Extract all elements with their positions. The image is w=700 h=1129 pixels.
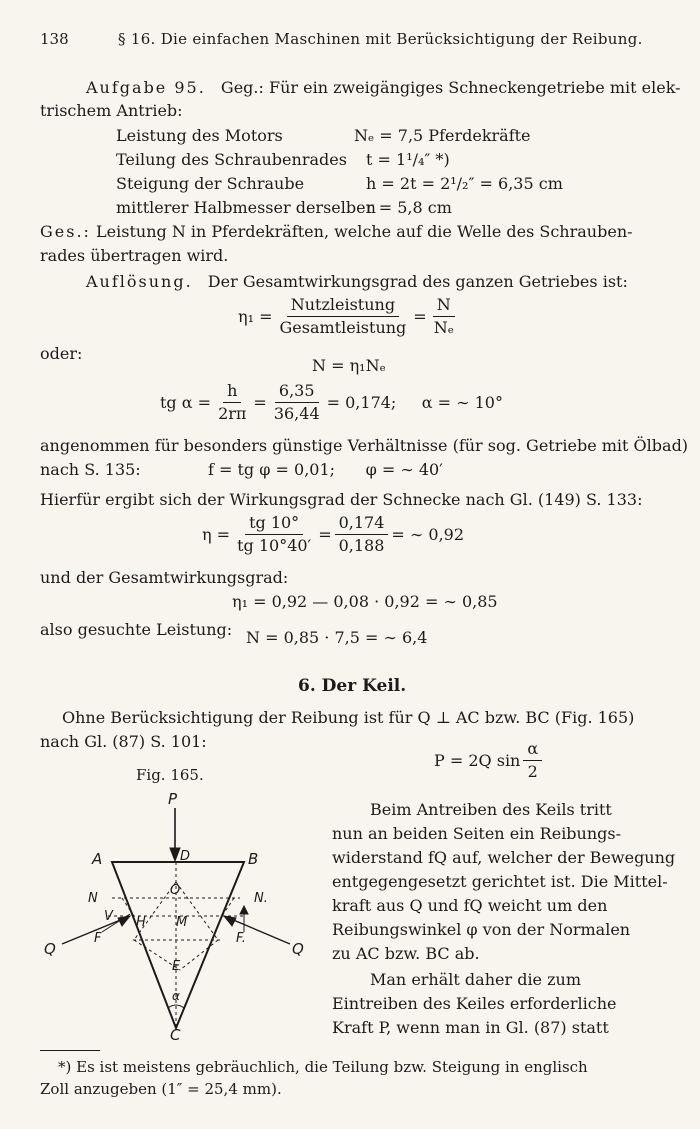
- label-f-right: F.: [236, 931, 246, 946]
- fq-right-arrowhead: [240, 906, 248, 914]
- given-value-motor: Nₑ = 7,5 Pferdekräfte: [354, 126, 531, 145]
- eq5-fraction-1: [233, 514, 315, 555]
- label-h: H: [136, 915, 146, 930]
- eq5-denominator-1: tg 10°40′: [237, 536, 312, 555]
- equation-efficiency: [238, 296, 461, 337]
- eq1-equals: =: [413, 307, 427, 326]
- desc-line-8: Man erhält daher die zum: [370, 970, 582, 989]
- solution-line-6: also gesuchte Leistung:: [40, 620, 233, 639]
- ges-text-1: Leistung N in Pferdekräften, welche auf die Welle des Schrauben-: [96, 222, 633, 241]
- solution-text-1: Der Gesamtwirkungsgrad des ganzen Getriebes ist:: [207, 272, 628, 291]
- equation-friction: f = tg φ = 0,01; φ = ∼ 40′: [208, 460, 443, 479]
- equation-eta1: η₁ = 0,92 — 0,08 · 0,92 = ∼ 0,85: [232, 592, 498, 611]
- eq3-denominator-2: 36,44: [273, 404, 320, 423]
- task-intro-line-1: [86, 78, 681, 98]
- desc-line-6: Reibungswinkel φ von der Normalen: [332, 920, 631, 939]
- oder-label: oder:: [40, 344, 83, 363]
- geg-label: Geg.:: [220, 78, 264, 97]
- ges-line-2: rades übertragen wird.: [40, 246, 229, 265]
- label-b: B: [248, 850, 259, 868]
- equation-tg-alpha: [160, 382, 503, 423]
- wedge-formula-denominator: 2: [527, 762, 538, 781]
- equation-eta: [202, 514, 464, 555]
- eq1-fraction-1: [276, 296, 411, 337]
- eq5-fraction-2: [335, 514, 389, 555]
- eq3-numerator-2: 6,35: [275, 382, 319, 403]
- eq1-denominator-2: Nₑ: [433, 318, 454, 337]
- figure-caption: Fig. 165.: [136, 766, 204, 784]
- desc-line-5: kraft aus Q und fQ weicht um den: [332, 896, 608, 915]
- label-q-right: Q: [292, 940, 304, 958]
- dashed-n-v: [122, 898, 134, 916]
- ges-line-1: [40, 222, 633, 242]
- desc-line-10: Kraft P, wenn man in Gl. (87) statt: [332, 1018, 609, 1037]
- solution-line-1: [86, 272, 628, 292]
- ges-label: Ges.:: [40, 222, 91, 241]
- solution-line-3: nach S. 135:: [40, 460, 141, 479]
- eq5-lhs: η =: [202, 525, 231, 544]
- label-e: E: [172, 959, 181, 974]
- wedge-formula-fraction: [523, 740, 542, 781]
- given-value-steigung: h = 2t = 2¹/₂″ = 6,35 cm: [366, 174, 563, 193]
- wedge-formula: [434, 740, 545, 781]
- section-para-1: Ohne Berücksichtigung der Reibung ist für Q ⊥ AC bzw. BC (Fig. 165): [62, 708, 635, 727]
- solution-line-2: angenommen für besonders günstige Verhältnisse (für sog. Getriebe mit Ölbad): [40, 436, 689, 455]
- footnote-rule: [40, 1050, 100, 1051]
- label-n-left: N: [88, 891, 98, 906]
- eq3-numerator-1: h: [223, 382, 241, 403]
- label-d: D: [180, 849, 191, 864]
- solution-label: Auflösung.: [86, 272, 193, 291]
- solution-line-4: Hierfür ergibt sich der Wirkungsgrad der Schnecke nach Gl. (149) S. 133:: [40, 490, 643, 509]
- wedge-formula-numerator: α: [523, 740, 542, 761]
- equation-n: N = η₁Nₑ: [312, 356, 386, 375]
- eq5-numerator-2: 0,174: [335, 514, 389, 535]
- force-p-arrowhead: [170, 848, 180, 861]
- footnote-line-2: Zoll anzugeben (1″ = 25,4 mm).: [40, 1080, 282, 1098]
- label-n-right: N.: [254, 891, 268, 906]
- eq3-lhs: tg α =: [160, 393, 212, 412]
- given-name-steigung: Steigung der Schraube: [116, 174, 305, 193]
- desc-line-9: Eintreiben des Keiles erforderliche: [332, 994, 617, 1013]
- desc-line-3: widerstand fQ auf, welcher der Bewegung: [332, 848, 676, 867]
- eq5-denominator-2: 0,188: [338, 536, 385, 555]
- eq1-lhs: η₁ =: [238, 307, 273, 326]
- label-v: V: [104, 909, 113, 924]
- dashed-f1-e: [180, 940, 218, 970]
- footnote-line-1: *) Es ist meistens gebräuchlich, die Teilung bzw. Steigung in englisch: [58, 1058, 588, 1076]
- desc-line-2: nun an beiden Seiten ein Reibungs-: [332, 824, 622, 843]
- eq5-numerator-1: tg 10°: [245, 514, 303, 535]
- running-title: § 16. Die einfachen Maschinen mit Berücksichtigung der Reibung.: [118, 30, 643, 48]
- desc-line-1: Beim Antreiben des Keils tritt: [370, 800, 612, 819]
- eq5-equals: =: [318, 525, 332, 544]
- given-name-motor: Leistung des Motors: [116, 126, 283, 145]
- eq3-fraction-2: [270, 382, 324, 423]
- given-name-teilung: Teilung des Schraubenrades: [116, 150, 347, 169]
- wedge-formula-lhs: P = 2Q sin: [434, 751, 521, 770]
- label-o: O: [170, 883, 181, 898]
- label-q-left: Q: [44, 940, 56, 958]
- eq1-fraction-2: [430, 296, 458, 337]
- eq3-fraction-1: [214, 382, 250, 423]
- eq5-rhs: = ∼ 0,92: [391, 525, 465, 544]
- label-f-left: F: [94, 931, 102, 946]
- wedge-figure: [40, 786, 320, 1046]
- force-q-right-arrowhead: [224, 916, 236, 926]
- page-number: 138: [40, 30, 69, 48]
- given-value-halbmesser: r = 5,8 cm: [366, 198, 452, 217]
- eq1-denominator: Gesamtleistung: [279, 318, 407, 337]
- eq1-numerator: Nutzleistung: [287, 296, 399, 317]
- desc-line-7: zu AC bzw. BC ab.: [332, 944, 480, 963]
- task-intro-text-1: Für ein zweigängiges Schneckengetriebe mit elek-: [268, 78, 681, 97]
- task-intro-line-2: trischem Antrieb:: [40, 101, 183, 120]
- eq3-rhs: = 0,174; α = ∼ 10°: [326, 393, 503, 412]
- section-para-2: nach Gl. (87) S. 101:: [40, 732, 207, 751]
- given-name-halbmesser: mittlerer Halbmesser derselben: [116, 198, 376, 217]
- given-value-teilung: t = 1¹/₄″ *): [366, 150, 450, 169]
- label-a: A: [92, 850, 103, 868]
- label-p: P: [168, 790, 178, 808]
- solution-line-5: und der Gesamtwirkungsgrad:: [40, 568, 289, 587]
- eq3-denominator-1: 2rπ: [218, 404, 247, 423]
- label-c: C: [170, 1026, 181, 1044]
- equation-result: N = 0,85 · 7,5 = ∼ 6,4: [246, 628, 428, 647]
- label-m: M: [176, 915, 188, 930]
- label-alpha: α: [172, 989, 180, 1003]
- task-label: Aufgabe 95.: [86, 78, 206, 97]
- desc-line-4: entgegengesetzt gerichtet ist. Die Mittel-: [332, 872, 668, 891]
- eq3-equals: =: [253, 393, 267, 412]
- dashed-o-f1: [176, 882, 218, 940]
- section-title: 6. Der Keil.: [298, 676, 407, 696]
- eq1-numerator-2: N: [433, 296, 455, 317]
